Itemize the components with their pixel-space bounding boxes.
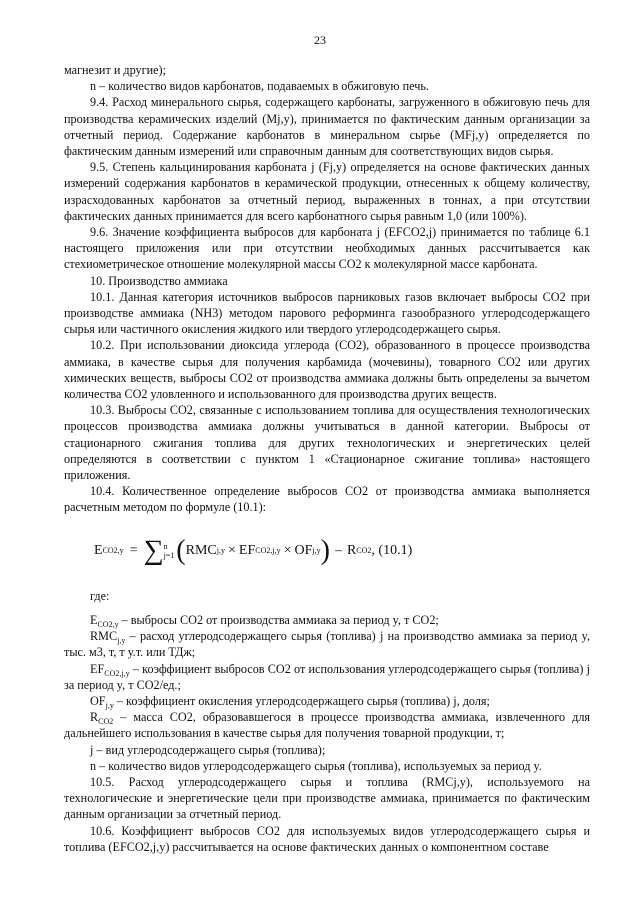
times-sign: ×: [283, 542, 292, 558]
definition-n: n – количество видов углеродсодержащего сырья (топлива), используемых за период y.: [90, 758, 542, 773]
page-number: 23: [314, 33, 326, 47]
def-symbol: RMC: [90, 629, 118, 644]
paragraph-9-4: 9.4. Расход минерального сырья, содержащего карбонаты, загруженного в обжиговую печь для производства керамических изделий (Mj,y), принимается по фактическим данным организации за отчетный период. Содержание карбонатов в минеральном сырье (MFj,y) определяется по фактическим данным измерений или справочным данным для соответствующих видов сырья.: [64, 95, 590, 159]
definition-ef: [64, 661, 590, 693]
paragraph: магнезит и другие);: [64, 63, 166, 77]
def-text: – коэффициент выбросов CO2 от использования углеродсодержащего сырья (топлива) j за период y, т CO2/ед.;: [64, 661, 591, 692]
times-sign: ×: [227, 542, 236, 558]
paragraph-10-1: 10.1. Данная категория источников выбросов парниковых газов включает выбросы CO2 при производстве аммиака (NH3) методом парового реформинга газообразного углеродсодержащего сырья или частичного окисления жидкого или твердого углеродсодержащего сырья.: [64, 289, 590, 337]
formula-symbol: RMC: [185, 542, 217, 558]
def-symbol: R: [90, 710, 99, 725]
definition-r: [64, 709, 590, 741]
sum-sign: ∑: [143, 534, 164, 566]
paragraph-9-6: 9.6. Значение коэффициента выбросов для карбоната j (EFCO2,j) принимается по таблице 6.1 настоящего приложения или при отсутствии необходимых данных рассчитывается как стехиометрическое отношение молекулярной массы CO2 к молекулярной массе карбоната.: [64, 225, 590, 272]
formula-10-1: E CO2,y = ∑ n j=1 ( RMC j,y × EF CO2,j,y × OF j,y ) – R CO2 , (10.1): [94, 534, 413, 566]
def-symbol: E: [90, 612, 98, 627]
def-text: – коэффициент окисления углеродсодержащего сырья (топлива) j, доля;: [116, 693, 490, 708]
definition-of: [64, 693, 590, 709]
def-text: – выбросы CO2 от производства аммиака за период y, т CO2;: [121, 612, 439, 627]
def-subscript: j,y: [105, 700, 114, 710]
definition-e: [64, 612, 590, 628]
sum-limits: [164, 542, 175, 560]
formula-minus: –: [334, 542, 342, 558]
def-text: – расход углеродсодержащего сырья (топлива) j на производство аммиака за период y, тыс. м3, т, т у.т. или ТДж;: [64, 629, 590, 660]
formula-symbol: E: [94, 542, 103, 558]
paragraph-10-5: 10.5. Расход углеродсодержащего сырья и топлива (RMCj,y), используемого на технологические и энергетические цели при производстве аммиака, принимается по фактическим данным организации за отчетный период.: [64, 774, 590, 822]
formula-equals: =: [129, 542, 138, 558]
formula-symbol: R: [346, 542, 357, 558]
definition-rmc: [64, 628, 590, 660]
def-subscript: CO2: [98, 717, 114, 727]
paragraph-10-3: 10.3. Выбросы CO2, связанные с использованием топлива для осуществления технологических процессов производства аммиака должны учитываться в данной категории. Выбросы от стационарного сжигания топлива для других технологических и энергетических целей определяются в соответствии с пунктом 1 «Стационарное сжигание топлива» настоящего приложения.: [64, 403, 590, 483]
def-subscript: CO2,y: [97, 619, 119, 629]
formula-symbol: OF: [294, 542, 313, 558]
paragraph-10-6: 10.6. Коэффициент выбросов CO2 для используемых видов углеродсодержащего сырья и топлива (EFCO2,j,y) рассчитывается на основе фактических данных о компонентном составе: [64, 823, 590, 854]
paren-close: ): [320, 534, 330, 566]
formula-number: , (10.1): [371, 542, 413, 558]
paren-open: (: [176, 534, 186, 566]
sum-upper: n: [163, 541, 168, 551]
paragraph: n – количество видов карбонатов, подаваемых в обжиговую печь.: [90, 79, 429, 94]
def-subscript: CO2,j,y: [104, 668, 130, 678]
def-symbol: EF: [90, 661, 105, 676]
paragraph-9-5: 9.5. Степень кальцинирования карбоната j (Fj,y) определяется на основе фактических данных измерений содержания карбонатов в керамической продукции, отнесенных к общему количеству, израсходованных карбонатов за отчетный период, выраженных в тоннах, а при отсутствии фактических данных принимается для всего карбонатного сырья равным 1,0 (или 100%).: [64, 160, 590, 223]
section-heading: 10. Производство аммиака: [90, 273, 228, 288]
def-text: – масса CO2, образовавшегося в процессе производства аммиака, извлеченного для дальнейшего использования в качестве сырья для получения товарной продукции, т;: [64, 710, 591, 741]
page-body: [64, 62, 590, 855]
where-label: где:: [90, 588, 110, 603]
formula-symbol: EF: [238, 542, 256, 558]
paragraph-10-4: 10.4. Количественное определение выбросов CO2 от производства аммиака выполняется расчетным методом по формуле (10.1):: [64, 484, 590, 515]
paragraph-10-2: 10.2. При использовании диоксида углерода (CO2), образованного в процессе производства аммиака, в качестве сырья для получения карбамида (мочевины), товарного CO2 или других химических веществ, выбросы CO2 от производства аммиака должны быть определены за вычетом количества CO2 уловленного и использованного для производства других веществ.: [64, 338, 590, 402]
def-subscript: j,y: [117, 636, 126, 646]
sum-lower: j=1: [163, 550, 175, 560]
def-symbol: OF: [90, 693, 106, 708]
definition-j: j – вид углеродсодержащего сырья (топлива);: [90, 742, 326, 757]
